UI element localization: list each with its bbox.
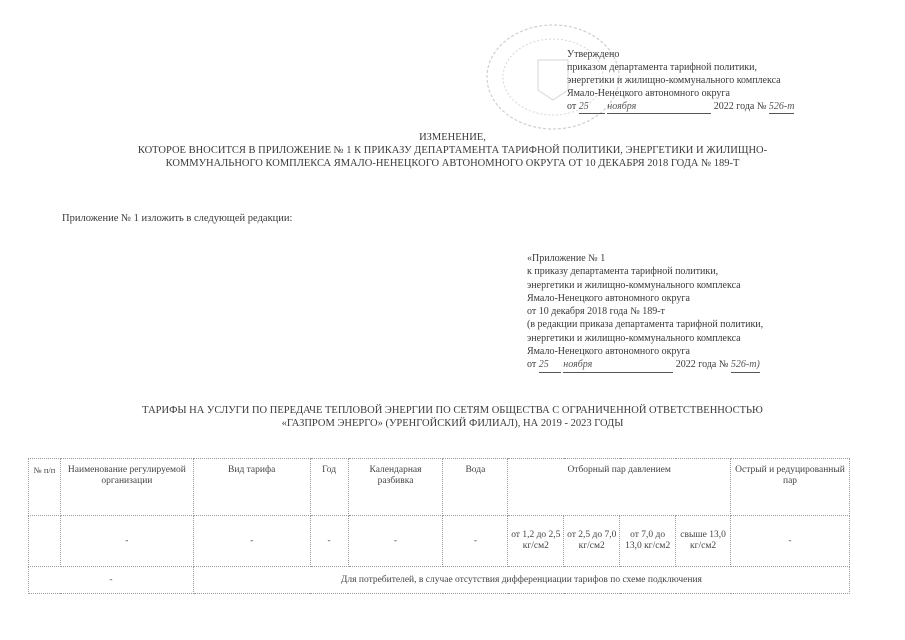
annex-line: от 10 декабря 2018 года № 189-т xyxy=(527,306,665,318)
annex-date xyxy=(527,358,763,372)
col-header-water: Вода xyxy=(443,459,508,516)
approval-date-number: 526-т xyxy=(768,101,795,112)
approval-line: Ямало-Ненецкого автономного округа xyxy=(567,88,730,99)
cell-calendar: - xyxy=(348,516,443,567)
annex-date-prefix: от xyxy=(527,359,537,371)
approval-date-month: ноября xyxy=(607,100,711,114)
col-header-steam: Отборный пар давлением xyxy=(508,459,731,516)
table-row xyxy=(29,567,850,594)
approval-line: Утверждено xyxy=(567,49,620,60)
approval-block xyxy=(567,48,794,114)
table-header-row xyxy=(29,459,850,516)
table-row xyxy=(29,516,850,567)
approval-date xyxy=(567,100,794,114)
approval-line: приказом департамента тарифной политики, xyxy=(567,62,757,73)
col-header-sharp: Острый и редуцированный пар xyxy=(731,459,850,516)
annex-date-day: 25 xyxy=(539,358,561,372)
document-heading xyxy=(0,131,905,170)
cell-kind: - xyxy=(193,516,310,567)
annex-date-month: ноября xyxy=(563,358,673,372)
col-header-year: Год xyxy=(310,459,348,516)
cell-pressure-3: от 7,0 до 13,0 кг/см2 xyxy=(620,516,676,567)
note-text: Для потребителей, в случае отсутствия дифференциации тарифов по схеме подключения xyxy=(193,567,849,594)
tariff-table xyxy=(28,458,850,594)
tariff-title-line: «ГАЗПРОМ ЭНЕРГО» (УРЕНГОЙСКИЙ ФИЛИАЛ), НА 2019 - 2023 ГОДЫ xyxy=(281,418,624,429)
cell-year: - xyxy=(310,516,348,567)
heading-line: ИЗМЕНЕНИЕ, xyxy=(419,132,486,143)
annex-line: к приказу департамента тарифной политики, xyxy=(527,266,719,278)
col-header-calendar: Календарная разбивка xyxy=(348,459,443,516)
cell-pressure-1: от 1,2 до 2,5 кг/см2 xyxy=(508,516,564,567)
annex-line: энергетики и жилищно-коммунального комплекса xyxy=(527,279,741,291)
approval-date-prefix: от xyxy=(567,101,577,112)
cell-pressure-2: от 2,5 до 7,0 кг/см2 xyxy=(564,516,620,567)
annex-line: Ямало-Ненецкого автономного округа xyxy=(527,346,690,358)
annex-line: «Приложение № 1 xyxy=(527,253,606,264)
cell-water: - xyxy=(443,516,508,567)
approval-line: энергетики и жилищно-коммунального комплекса xyxy=(567,75,781,86)
heading-line: КОТОРОЕ ВНОСИТСЯ В ПРИЛОЖЕНИЕ № 1 К ПРИКАЗУ ДЕПАРТАМЕНТА ТАРИФНОЙ ПОЛИТИКИ, ЭНЕРГЕТИКИ И ЖИЛИЩНО- xyxy=(137,145,768,156)
cell-num xyxy=(29,516,61,567)
intro-text: Приложение № 1 изложить в следующей редакции: xyxy=(62,213,293,224)
cell-sharp: - xyxy=(731,516,850,567)
annex-line: Ямало-Ненецкого автономного округа xyxy=(527,292,690,304)
annex-block xyxy=(527,252,763,373)
cell-pressure-4: свыше 13,0 кг/см2 xyxy=(676,516,731,567)
col-header-num: № п/п xyxy=(29,459,61,516)
annex-date-year: 2022 года № xyxy=(675,359,729,371)
cell-org: - xyxy=(60,516,193,567)
tariff-title xyxy=(0,404,905,430)
col-header-kind: Вид тарифа xyxy=(193,459,310,516)
approval-date-year: 2022 года № xyxy=(713,101,767,112)
annex-date-number: 526-т) xyxy=(731,358,760,372)
heading-line: КОММУНАЛЬНОГО КОМПЛЕКСА ЯМАЛО-НЕНЕЦКОГО АВТОНОМНОГО ОКРУГА ОТ 10 ДЕКАБРЯ 2018 ГОДА № 189-Т xyxy=(165,158,740,169)
col-header-org: Наименование регулируемой организации xyxy=(60,459,193,516)
annex-line: (в редакции приказа департамента тарифной политики, xyxy=(527,319,764,331)
note-num: - xyxy=(29,567,194,594)
tariff-title-line: ТАРИФЫ НА УСЛУГИ ПО ПЕРЕДАЧЕ ТЕПЛОВОЙ ЭНЕРГИИ ПО СЕТЯМ ОБЩЕСТВА С ОГРАНИЧЕННОЙ ОТВЕТСТВЕННОСТЬЮ xyxy=(142,405,763,416)
annex-line: энергетики и жилищно-коммунального комплекса xyxy=(527,332,741,344)
approval-date-day: 25 xyxy=(579,100,605,114)
